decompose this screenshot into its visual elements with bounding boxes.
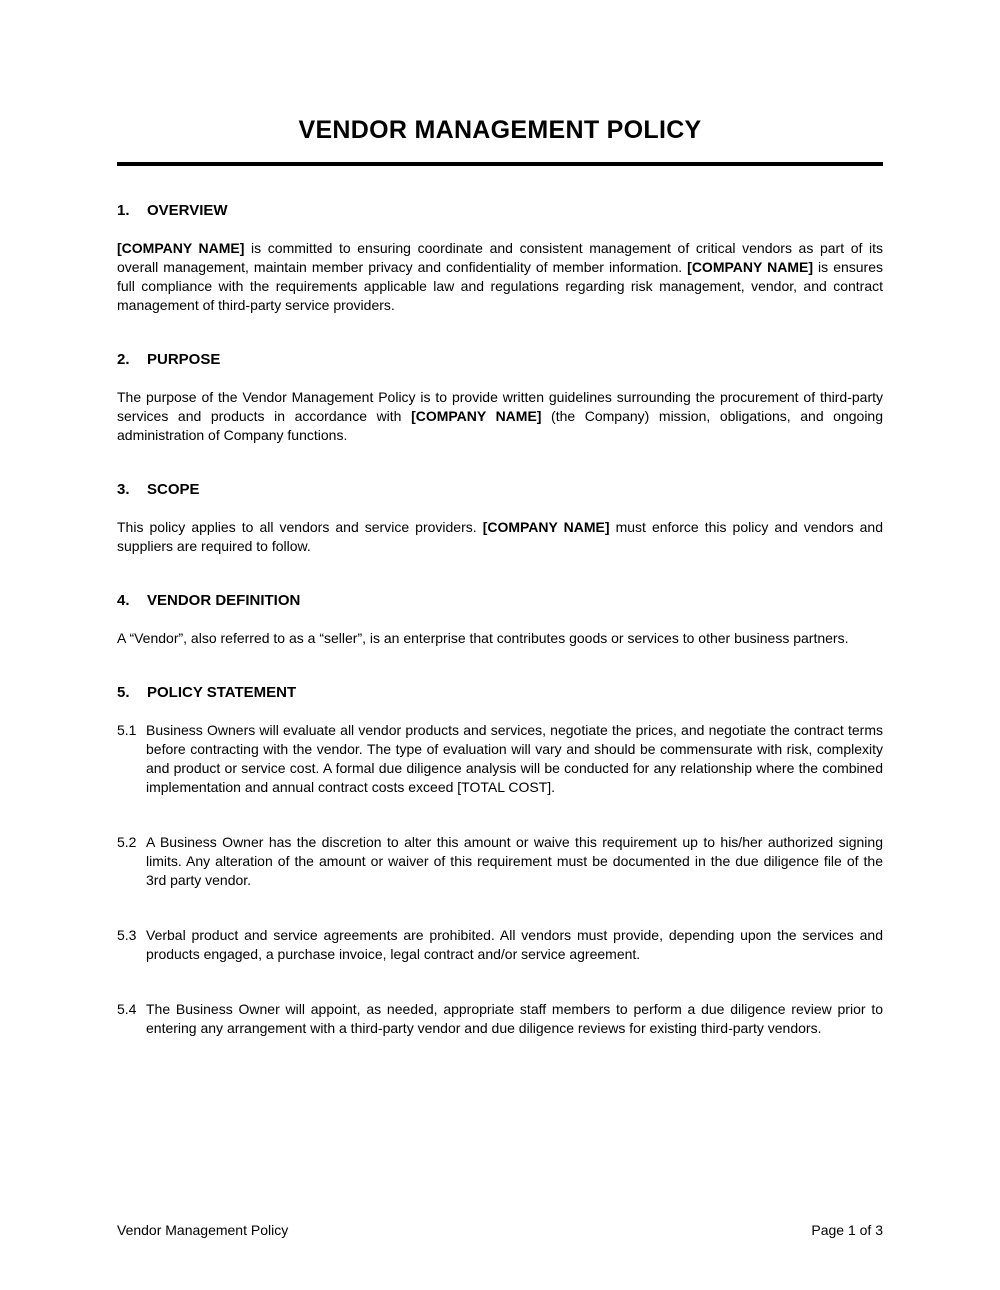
bold-text-run: [COMPANY NAME] [687, 259, 814, 275]
numbered-item [117, 1000, 883, 1038]
section [117, 683, 883, 1038]
section-heading [117, 201, 883, 220]
sections [117, 201, 883, 1038]
footer-page-number: Page 1 of 3 [811, 1222, 883, 1238]
item-paragraph [146, 721, 883, 797]
bold-text-run: [COMPANY NAME] [117, 240, 245, 256]
text-run: Verbal product and service agreements are prohibited. All vendors must provide, depending upon the services and products engaged, a purchase invoice, legal contract and/or service agreement. [146, 927, 883, 962]
page-footer [117, 1221, 883, 1240]
numbered-item [117, 721, 883, 797]
section-number: 1. [117, 202, 130, 219]
section-number: 5. [117, 684, 130, 701]
paragraph [117, 239, 883, 315]
paragraph [117, 388, 883, 445]
section-number: 2. [117, 351, 130, 368]
section-number: 3. [117, 481, 130, 498]
section [117, 480, 883, 556]
text-run: A Business Owner has the discretion to alter this amount or waive this requirement up to his/her authorized signing limits. Any alteration of the amount or waiver of this requirement must be documented in the due diligence file of the 3rd party vendor. [146, 834, 883, 888]
section-title: VENDOR DEFINITION [147, 592, 301, 609]
text-run: must enforce this policy and vendors and suppliers are required to follow. [117, 519, 883, 554]
numbered-item [117, 833, 883, 890]
document-title: VENDOR MANAGEMENT POLICY [298, 116, 702, 144]
section-heading [117, 591, 883, 610]
section-title: OVERVIEW [147, 202, 228, 219]
item-number: 5.3 [117, 927, 137, 943]
text-run: Business Owners will evaluate all vendor products and services, negotiate the prices, and negotiate the contract terms before contracting with the vendor. The type of evaluation will vary and should be commensurate with risk, complexity and product or service cost. A formal due diligence analysis will be conducted for any relationship where the combined implementation and annual contract costs exceed [TOTAL COST]. [146, 722, 883, 795]
text-run: This policy applies to all vendors and service providers. [117, 519, 483, 535]
section-heading [117, 480, 883, 499]
section-heading [117, 350, 883, 369]
footer-document-name: Vendor Management Policy [117, 1222, 289, 1238]
section-title: SCOPE [147, 481, 200, 498]
section [117, 591, 883, 648]
item-paragraph [146, 1000, 883, 1038]
item-paragraph [146, 833, 883, 890]
text-run: is ensures full compliance with the requirements applicable law and regulations regarding risk management, vendor, and contract management of third-party service providers. [117, 259, 884, 313]
numbered-item [117, 926, 883, 964]
section-title: PURPOSE [147, 351, 221, 368]
item-number: 5.4 [117, 1001, 137, 1017]
section [117, 350, 883, 445]
text-run: is committed to ensuring coordinate and consistent management of critical vendors as part of its overall management, maintain member privacy and confidentiality of member information. [117, 240, 883, 275]
text-run: The purpose of the Vendor Management Policy is to provide written guidelines surrounding the procurement of third-party services and products in accordance with [117, 389, 883, 424]
text-run: The Business Owner will appoint, as needed, appropriate staff members to perform a due diligence review prior to entering any arrangement with a third-party vendor and due diligence reviews for existing third-party vendors. [146, 1001, 883, 1036]
bold-text-run: [COMPANY NAME] [482, 519, 610, 535]
paragraph [117, 518, 883, 556]
text-run: (the Company) mission, obligations, and ongoing administration of Company functions. [117, 408, 884, 443]
section-number: 4. [117, 592, 130, 609]
paragraph [117, 629, 883, 648]
bold-text-run: [COMPANY NAME] [411, 408, 542, 424]
item-number: 5.2 [117, 834, 137, 850]
text-run: A “Vendor”, also referred to as a “seller”, is an enterprise that contributes goods or services to other business partners. [117, 630, 849, 646]
section-title: POLICY STATEMENT [147, 684, 297, 701]
item-number: 5.1 [117, 722, 137, 738]
title-rule [117, 162, 883, 166]
section [117, 201, 883, 315]
section-heading [117, 683, 883, 702]
item-paragraph [146, 926, 883, 964]
